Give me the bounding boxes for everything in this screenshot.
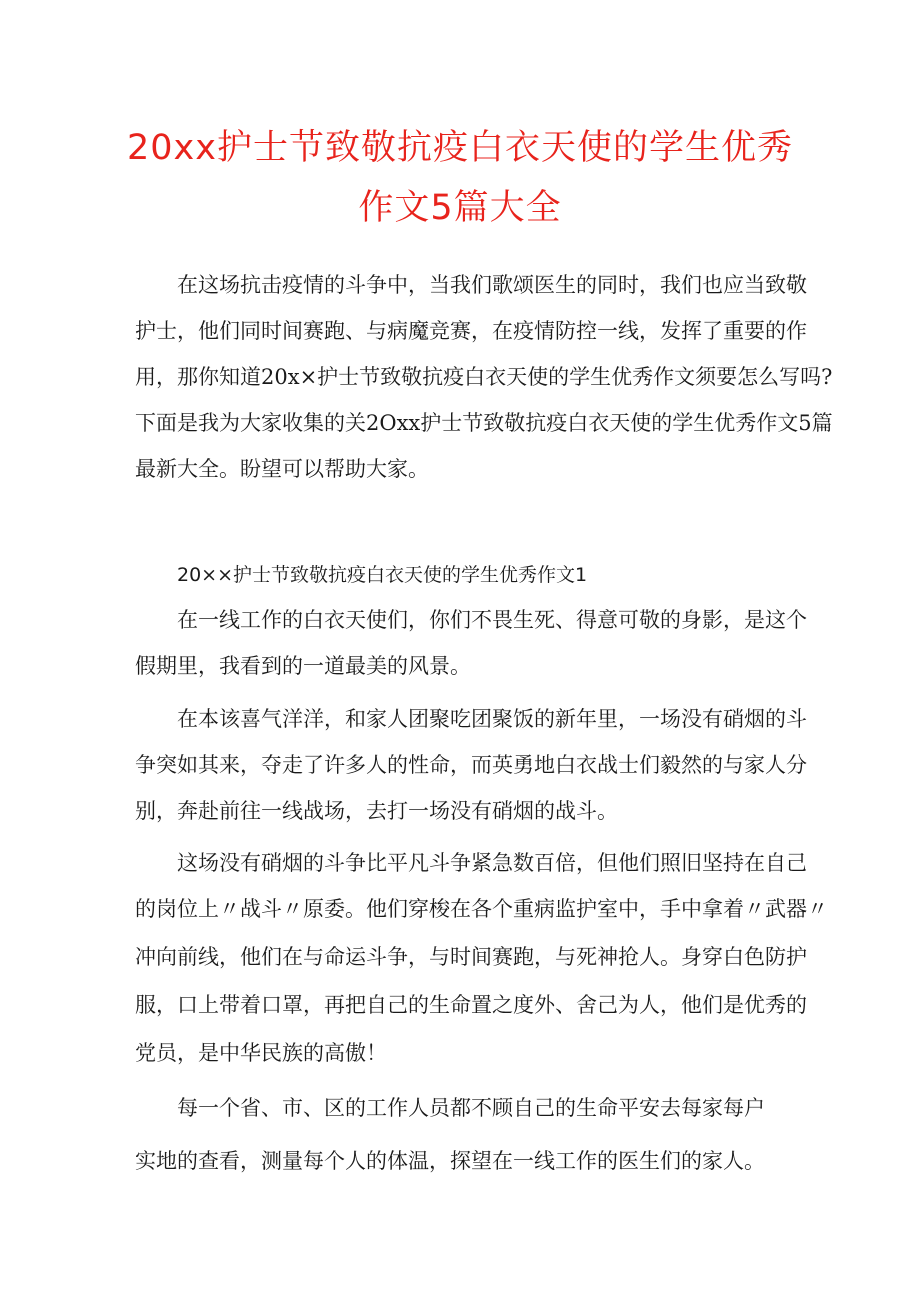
paragraph-4-line-2: 实地的查看，测量每个人的体温，探望在一线工作的医生们的家人。: [135, 1149, 765, 1173]
paragraph-1-line-1: 在一线工作的白衣天使们，你们不畏生死、得意可敬的身影，是这个: [177, 608, 807, 632]
intro-line-4: 下面是我为大家收集的关2Oxx护士节致敬抗疫白衣天使的学生优秀作文5篇: [135, 411, 833, 435]
paragraph-3-line-2: 的岗位上〃战斗〃原委。他们穿梭在各个重病监护室中，手中拿着〃武器〃: [135, 897, 828, 921]
paragraph-3-line-4: 服，口上带着口罩，再把自己的生命置之度外、舍己为人，他们是优秀的: [135, 993, 807, 1017]
intro-line-5: 最新大全。盼望可以帮助大家。: [135, 457, 429, 481]
paragraph-4-line-1: 每一个省、市、区的工作人员都不顾自己的生命平安去每家每户: [177, 1096, 765, 1120]
paragraph-2-line-2: 争突如其来，夺走了许多人的性命，而英勇地白衣战士们毅然的与家人分: [135, 753, 807, 777]
document-title-line-1: 20xx护士节致敬抗疫白衣天使的学生优秀: [127, 128, 793, 168]
intro-line-1: 在这场抗击疫情的斗争中，当我们歌颂医生的同时，我们也应当致敬: [177, 273, 807, 297]
paragraph-2-line-1: 在本该喜气洋洋，和家人团聚吃团聚饭的新年里，一场没有硝烟的斗: [177, 707, 807, 731]
intro-line-2: 护士，他们同时间赛跑、与病魔竞赛，在疫情防控一线，发挥了重要的作: [135, 319, 807, 343]
paragraph-2-line-3: 别，奔赴前往一线战场，去打一场没有硝烟的战斗。: [135, 799, 618, 823]
document-title-line-2: 作文5篇大全: [358, 188, 562, 228]
paragraph-1-line-2: 假期里，我看到的一道最美的风景。: [135, 654, 471, 678]
paragraph-3-line-5: 党员，是中华民族的高傲！: [135, 1041, 387, 1065]
paragraph-3-line-3: 冲向前线，他们在与命运斗争，与时间赛跑，与死神抢人。身穿白色防护: [135, 945, 807, 969]
paragraph-3-line-1: 这场没有硝烟的斗争比平凡斗争紧急数百倍，但他们照旧坚持在自己: [177, 851, 807, 875]
section-heading: 20××护士节致敬抗疫白衣天使的学生优秀作文1: [177, 564, 588, 586]
intro-line-3: 用，那你知道20x×护士节致敬抗疫白衣天使的学生优秀作文须要怎么写吗?: [135, 365, 833, 389]
